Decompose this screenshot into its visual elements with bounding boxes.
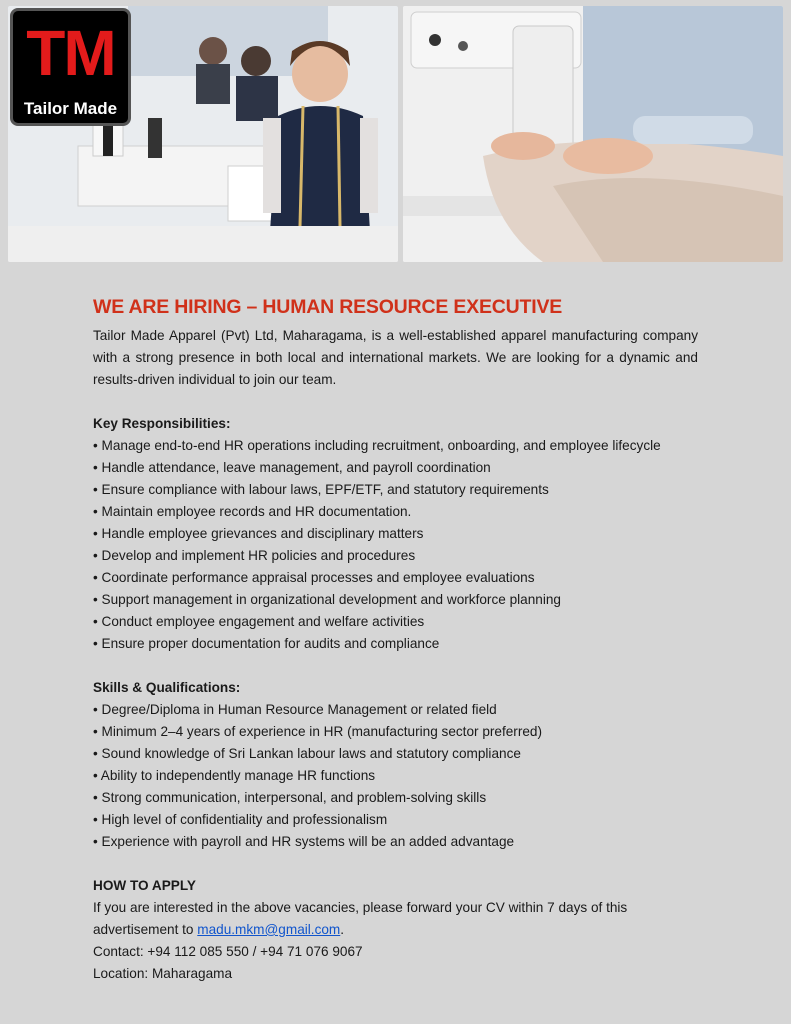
list-item: • Strong communication, interpersonal, and problem-solving skills bbox=[93, 790, 487, 805]
apply-email-prefix: advertisement to bbox=[93, 922, 198, 937]
list-item: • Minimum 2–4 years of experience in HR (manufacturing sector preferred) bbox=[93, 724, 543, 739]
email-link[interactable]: madu.mkm@gmail.com bbox=[197, 922, 341, 937]
photo-sewing-machine-hands bbox=[403, 6, 783, 262]
responsibilities-list bbox=[93, 435, 698, 655]
list-item: • Develop and implement HR policies and procedures bbox=[93, 548, 416, 563]
logo-mark: TM bbox=[26, 17, 115, 89]
logo-name: Tailor Made bbox=[23, 99, 118, 118]
company-logo bbox=[10, 8, 131, 126]
list-item: • Conduct employee engagement and welfare activities bbox=[93, 614, 425, 629]
list-item: • Ability to independently manage HR functions bbox=[93, 768, 376, 783]
responsibilities-heading: Key Responsibilities: bbox=[93, 416, 231, 431]
qualifications-list bbox=[93, 699, 698, 853]
location: Location: Maharagama bbox=[93, 966, 233, 981]
list-item: • Degree/Diploma in Human Resource Management or related field bbox=[93, 702, 497, 717]
list-item: • Experience with payroll and HR systems will be an added advantage bbox=[93, 834, 515, 849]
list-item: • Manage end-to-end HR operations including recruitment, onboarding, and employee lifecycle bbox=[93, 438, 661, 453]
list-item: • Ensure compliance with labour laws, EPF/ETF, and statutory requirements bbox=[93, 482, 549, 497]
intro-paragraph: Tailor Made Apparel (Pvt) Ltd, Maharagama, is a well-established apparel manufacturing company with a strong presence in both local and international markets. We are looking for a dynamic and results-driven individual to join our team. bbox=[93, 328, 698, 387]
list-item: • Coordinate performance appraisal processes and employee evaluations bbox=[93, 570, 535, 585]
list-item: • High level of confidentiality and professionalism bbox=[93, 812, 388, 827]
hero-banner bbox=[8, 6, 783, 262]
apply-email-line bbox=[93, 919, 698, 941]
qualifications-heading: Skills & Qualifications: bbox=[93, 680, 241, 695]
apply-instructions: If you are interested in the above vacancies, please forward your CV within 7 days of this bbox=[93, 900, 628, 915]
job-advert bbox=[93, 296, 698, 985]
list-item: • Maintain employee records and HR documentation. bbox=[93, 504, 412, 519]
list-item: • Sound knowledge of Sri Lankan labour laws and statutory compliance bbox=[93, 746, 521, 761]
list-item: • Handle employee grievances and disciplinary matters bbox=[93, 526, 424, 541]
list-item: • Support management in organizational development and workforce planning bbox=[93, 592, 561, 607]
apply-email-suffix: . bbox=[340, 922, 345, 937]
page-title: WE ARE HIRING – HUMAN RESOURCE EXECUTIVE bbox=[93, 296, 563, 318]
list-item: • Ensure proper documentation for audits and compliance bbox=[93, 636, 440, 651]
how-to-apply-heading: HOW TO APPLY bbox=[93, 878, 196, 893]
list-item: • Handle attendance, leave management, and payroll coordination bbox=[93, 460, 491, 475]
contact-numbers: Contact: +94 112 085 550 / +94 71 076 9067 bbox=[93, 944, 363, 959]
